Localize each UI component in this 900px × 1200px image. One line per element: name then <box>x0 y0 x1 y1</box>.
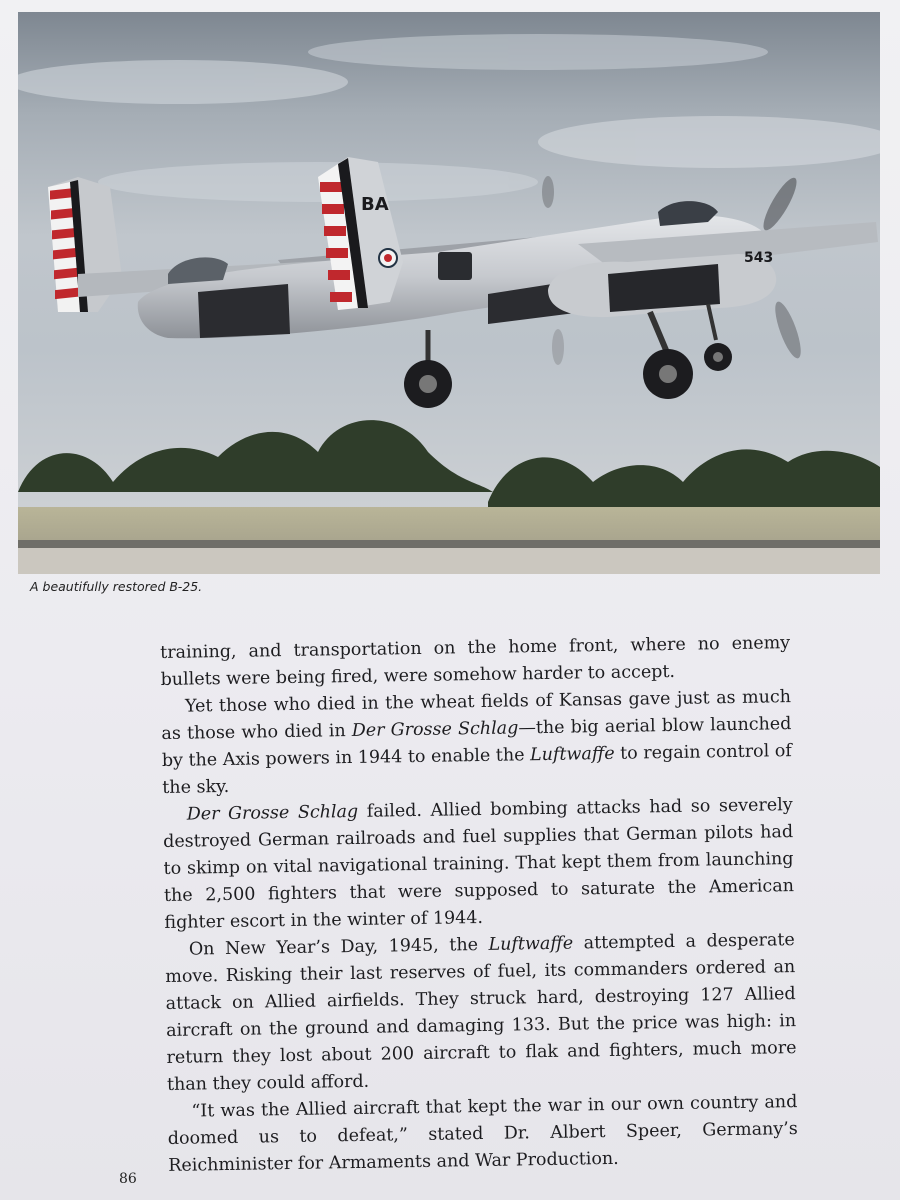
tail-code: BA <box>361 194 389 215</box>
landing-gear <box>404 304 732 408</box>
nose-number: 543 <box>744 250 774 266</box>
aircraft-photo <box>18 12 880 574</box>
paragraph-1: training, and transportation on the home front, where no enemy bullets were being fired, were somehow harder to accept. <box>160 633 791 690</box>
paragraph-5: “It was the Allied aircraft that kept the war in our own country and doomed us to defeat,” stated Dr. Albert Speer, Germany’s Reichminister for Armaments and War Production. <box>167 1092 798 1176</box>
page-number: 86 <box>119 1171 137 1187</box>
runway-edge <box>18 540 880 548</box>
grass-strip <box>18 507 880 542</box>
body-text <box>160 630 798 1180</box>
paragraph-2: Yet those who died in the wheat fields of Kansas gave just as much as those who died in Der Grosse Schlag—the big aerial blow launched by the Axis powers in 1944 to enable the Luftwaffe to regain control of the sky. <box>161 687 792 798</box>
clouds <box>18 34 880 202</box>
photo-caption: A beautifully restored B-25. <box>30 579 203 594</box>
runway <box>18 548 880 574</box>
treeline <box>18 420 880 512</box>
paragraph-3: Der Grosse Schlag failed. Allied bombing attacks had so severely destroyed German railroads and fuel supplies that German pilots had to skimp on vital navigational training. That kept them from launching the 2,500 fighters that were supposed to saturate the American fighter escort in the winter of 1944. <box>163 795 795 933</box>
paragraph-4: On New Year’s Day, 1945, the Luftwaffe attempted a desperate move. Risking their last reserves of fuel, its commanders ordered an attack on Allied airfields. They struck hard, destroying 127 Allied aircraft on the ground and damaging 133. But the price was high: in return they lost about 200 aircraft to flak and fighters, much more than they could afford. <box>165 930 797 1095</box>
b25-illustration <box>18 12 880 574</box>
